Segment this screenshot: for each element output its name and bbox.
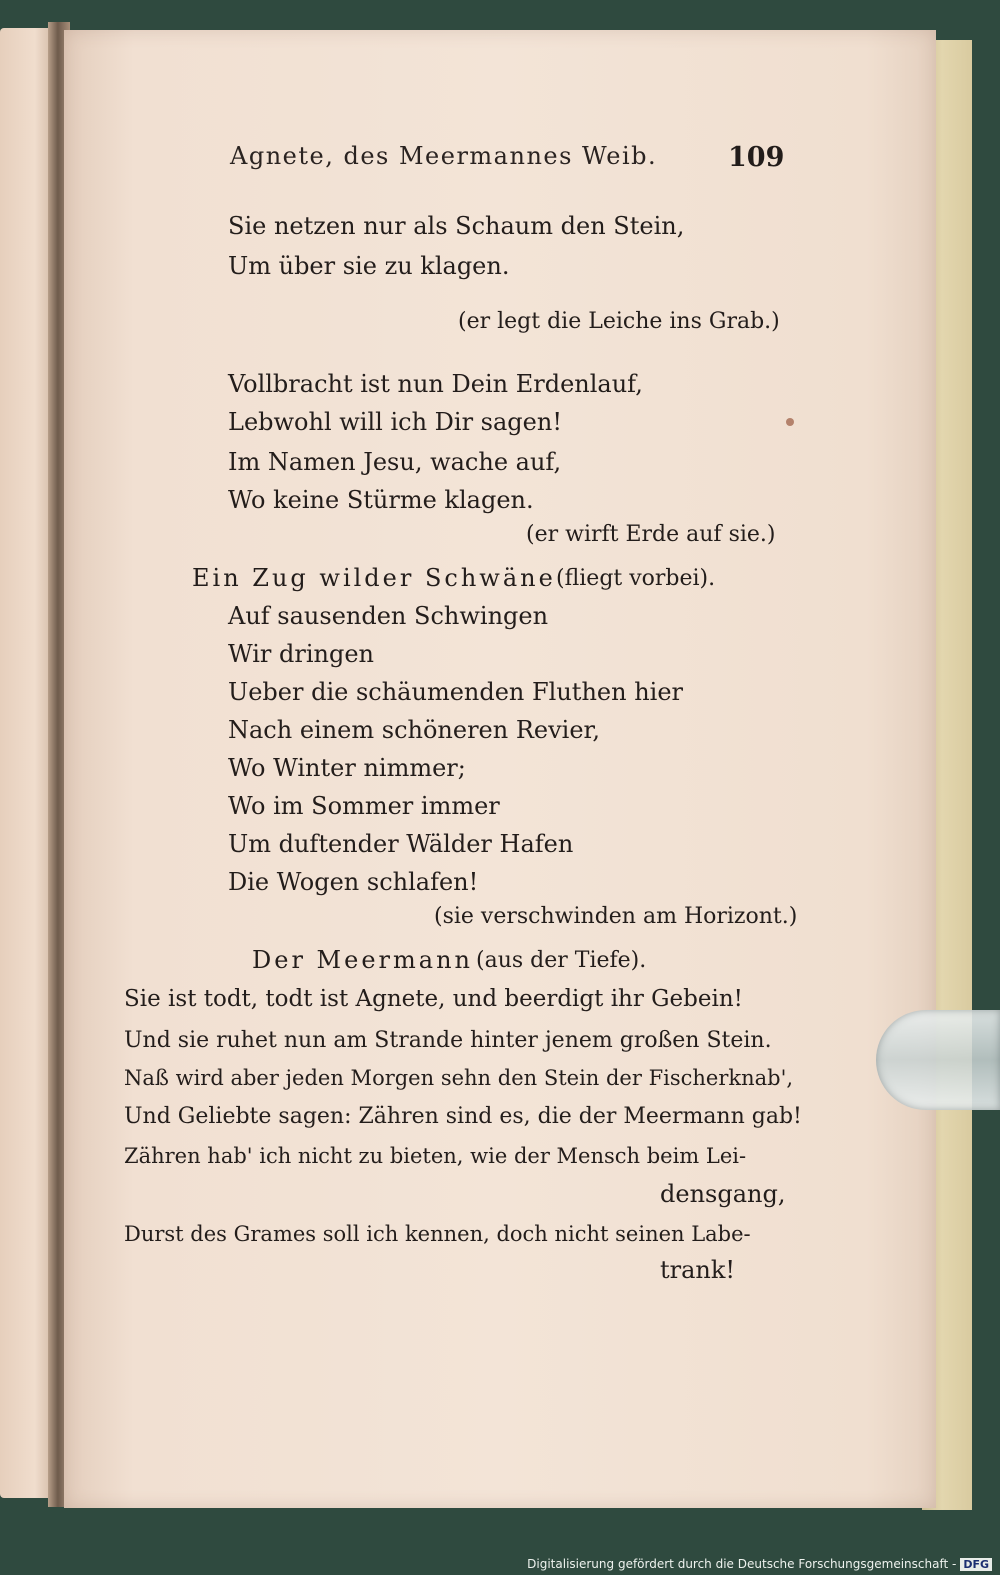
running-head: Agnete, des Meermannes Weib. bbox=[230, 142, 658, 170]
verse-line: Und sie ruhet nun am Strande hinter jenem großen Stein. bbox=[124, 1028, 772, 1053]
stage-direction: (aus der Tiefe). bbox=[476, 948, 647, 973]
verse-line: Und Geliebte sagen: Zähren sind es, die der Meermann gab! bbox=[124, 1104, 802, 1129]
verse-line: Um duftender Wälder Hafen bbox=[228, 830, 574, 858]
verse-line: Vollbracht ist nun Dein Erdenlauf, bbox=[228, 370, 643, 398]
verse-line: Im Namen Jesu, wache auf, bbox=[228, 448, 562, 476]
verse-line: Wo keine Stürme klagen. bbox=[228, 486, 534, 514]
verse-line: Sie netzen nur als Schaum den Stein, bbox=[228, 212, 685, 240]
credit-text: Digitalisierung gefördert durch die Deutsche Forschungsgemeinschaft - bbox=[527, 1557, 957, 1571]
verse-line: Zähren hab' ich nicht zu bieten, wie der Mensch beim Lei- bbox=[124, 1144, 747, 1168]
verse-line: Auf sausenden Schwingen bbox=[228, 602, 549, 630]
plastic-page-clip bbox=[876, 1010, 1000, 1110]
dfg-logo: DFG bbox=[960, 1558, 992, 1571]
verse-line: Wir dringen bbox=[228, 640, 375, 668]
page-number: 109 bbox=[728, 142, 785, 173]
verse-line: Wo Winter nimmer; bbox=[228, 754, 466, 782]
stage-direction: (sie verschwinden am Horizont.) bbox=[434, 904, 798, 929]
digitization-credit bbox=[527, 1557, 992, 1571]
speaker-name: Der Meermann bbox=[252, 946, 473, 974]
verse-line: Sie ist todt, todt ist Agnete, und beerdigt ihr Gebein! bbox=[124, 986, 743, 1012]
verse-line: Wo im Sommer immer bbox=[228, 792, 500, 820]
verse-line: Um über sie zu klagen. bbox=[228, 252, 510, 280]
stage-direction: (fliegt vorbei). bbox=[556, 566, 716, 591]
verse-line: Naß wird aber jeden Morgen sehn den Stein der Fischerknab', bbox=[124, 1066, 794, 1090]
speaker-name: Ein Zug wilder Schwäne bbox=[192, 564, 556, 592]
verse-line: Nach einem schöneren Revier, bbox=[228, 716, 601, 744]
verse-line: Lebwohl will ich Dir sagen! bbox=[228, 408, 562, 436]
verse-line: Durst des Grames soll ich kennen, doch nicht seinen Labe- bbox=[124, 1222, 751, 1246]
verse-line: Die Wogen schlafen! bbox=[228, 868, 479, 896]
verse-turnover: trank! bbox=[660, 1256, 736, 1284]
stage-direction: (er legt die Leiche ins Grab.) bbox=[458, 309, 780, 334]
ink-spot bbox=[786, 418, 794, 426]
stage-direction: (er wirft Erde auf sie.) bbox=[526, 522, 776, 547]
verse-turnover: densgang, bbox=[660, 1180, 786, 1208]
verse-line: Ueber die schäumenden Fluthen hier bbox=[228, 678, 684, 706]
